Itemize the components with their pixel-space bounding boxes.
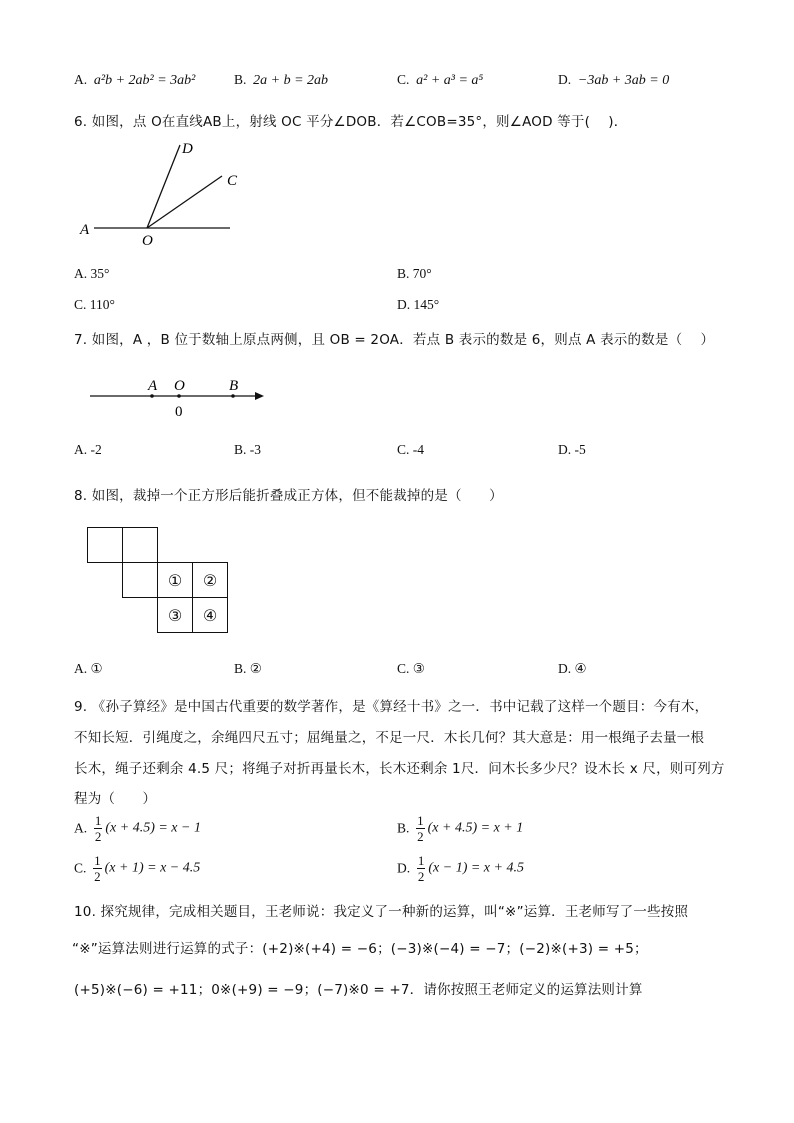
q9-option-c-fraction: $\frac{1}{2}$ bbox=[94, 853, 101, 884]
q5-option-b[interactable] bbox=[234, 72, 328, 89]
q6-label-o: O bbox=[142, 233, 153, 249]
q7-option-c[interactable]: C. -4 bbox=[397, 442, 424, 457]
q9-line-2: 不知长短．引绳度之，余绳四尺五寸；屈绳量之，不足一尺．木长几何？其大意是：用一根绳子去量一根 bbox=[74, 730, 705, 746]
q8-square-1-label: ① bbox=[167, 570, 183, 590]
q6-stem: 6. 如图，点 O在直线AB上，射线 OC 平分∠DOB．若∠COB=35°，则∠AOD 等于( )． bbox=[74, 114, 628, 130]
q8-option-b[interactable]: B. ② bbox=[234, 661, 262, 676]
q5-option-c-label: C. bbox=[397, 72, 410, 87]
q6-label-d: D bbox=[182, 141, 193, 157]
q7-stem: 7. 如图，A ，B 位于数轴上原点两侧，且 OB = 2OA．若点 B 表示的数是 6，则点 A 表示的数是（ ） bbox=[74, 332, 715, 348]
q8-square-1[interactable] bbox=[157, 562, 193, 598]
q9-option-d-expr: (x − 1) = x + 4.5 bbox=[428, 860, 524, 876]
q8-option-a[interactable]: A. ① bbox=[74, 661, 103, 676]
q8-stem: 8. 如图，裁掉一个正方形后能折叠成正方体，但不能裁掉的是（ ） bbox=[74, 488, 503, 504]
q7-option-b[interactable]: B. -3 bbox=[234, 442, 261, 457]
q5-option-d-label: D. bbox=[558, 72, 572, 87]
q9-line-3: 长木，绳子还剩余 4.5 尺；将绳子对折再量长木，长木还剩余 1尺．问木长多少尺？设木长 x 尺，则可列方 bbox=[74, 761, 725, 777]
q9-option-d-fraction: $\frac{1}{2}$ bbox=[417, 853, 425, 884]
q8-square-2[interactable] bbox=[192, 562, 228, 598]
q8-option-d[interactable]: D. ④ bbox=[558, 661, 587, 676]
q7-option-a[interactable]: A. -2 bbox=[74, 442, 102, 457]
q8-square-top-left bbox=[87, 527, 123, 563]
q9-option-c[interactable] bbox=[74, 853, 200, 884]
q6-label-c: C bbox=[227, 173, 238, 189]
q7-label-zero: 0 bbox=[175, 404, 183, 420]
q8-square-mid-left bbox=[122, 562, 158, 598]
q9-option-a-expr: (x + 4.5) = x − 1 bbox=[105, 820, 201, 836]
q6-option-b[interactable]: B. 70° bbox=[397, 266, 432, 281]
q5-option-d[interactable] bbox=[558, 72, 669, 89]
q9-option-b-fraction: $\frac{1}{2}$ bbox=[417, 813, 424, 844]
q9-option-c-expr: (x + 1) = x − 4.5 bbox=[104, 860, 201, 876]
q7-label-o: O bbox=[174, 378, 185, 394]
q9-option-a-label: A. bbox=[74, 820, 88, 836]
q5-option-b-label: B. bbox=[234, 72, 247, 87]
q10-line-3: (+5)※(−6) = +11；0※(+9) = −9；(−7)※0 = +7．请你按照王老师定义的运算法则计算 bbox=[74, 982, 643, 998]
q7-label-b: B bbox=[229, 378, 239, 394]
q8-square-4-label: ④ bbox=[202, 605, 218, 625]
q8-square-4[interactable] bbox=[192, 597, 228, 633]
q6-option-c[interactable]: C. 110° bbox=[74, 297, 115, 312]
q9-option-b-expr: (x + 4.5) = x + 1 bbox=[427, 820, 524, 836]
q9-option-a-fraction: $\frac{1}{2}$ bbox=[94, 813, 102, 844]
q5-option-a-expr: a²b + 2ab² = 3ab² bbox=[93, 73, 196, 88]
q6-option-d[interactable]: D. 145° bbox=[397, 297, 440, 312]
q7-number-line-figure bbox=[88, 372, 268, 422]
q9-option-d[interactable] bbox=[397, 853, 524, 884]
q6-angle-figure bbox=[74, 135, 254, 250]
q9-option-b[interactable] bbox=[397, 813, 523, 844]
q9-line-1: 9. 《孙子算经》是中国古代重要的数学著作，是《算经十书》之一．书中记载了这样一个题目：今有木， bbox=[74, 699, 709, 715]
q9-option-c-label: C. bbox=[74, 860, 87, 876]
q7-label-a: A bbox=[148, 378, 158, 394]
q8-square-3-label: ③ bbox=[167, 605, 183, 625]
q9-line-4: 程为（ ） bbox=[74, 791, 157, 807]
q9-option-a[interactable] bbox=[74, 813, 201, 844]
q10-line-2: “※”运算法则进行运算的式子：(+2)※(+4) = −6；(−3)※(−4) = −7；(−2)※(+3) = +5； bbox=[72, 941, 648, 957]
q6-label-a: A bbox=[80, 222, 90, 238]
q8-square-top-mid bbox=[122, 527, 158, 563]
q10-line-1: 10. 探究规律，完成相关题目，王老师说：我定义了一种新的运算，叫“※”运算．王老师写了一些按照 bbox=[74, 904, 689, 920]
q7-option-d[interactable]: D. -5 bbox=[558, 442, 586, 457]
q5-option-a-label: A. bbox=[74, 72, 88, 87]
q8-option-c[interactable]: C. ③ bbox=[397, 661, 425, 676]
q5-option-b-expr: 2a + b = 2ab bbox=[253, 73, 329, 88]
q9-option-d-label: D. bbox=[397, 860, 411, 876]
q5-option-d-expr: −3ab + 3ab = 0 bbox=[577, 73, 670, 88]
q5-option-c[interactable] bbox=[397, 72, 483, 89]
q5-option-a[interactable] bbox=[74, 72, 195, 89]
q9-option-b-label: B. bbox=[397, 820, 410, 836]
q8-square-2-label: ② bbox=[202, 570, 218, 590]
q6-option-a[interactable]: A. 35° bbox=[74, 266, 110, 281]
q8-square-3[interactable] bbox=[157, 597, 193, 633]
q5-option-c-expr: a² + a³ = a⁵ bbox=[416, 73, 484, 88]
